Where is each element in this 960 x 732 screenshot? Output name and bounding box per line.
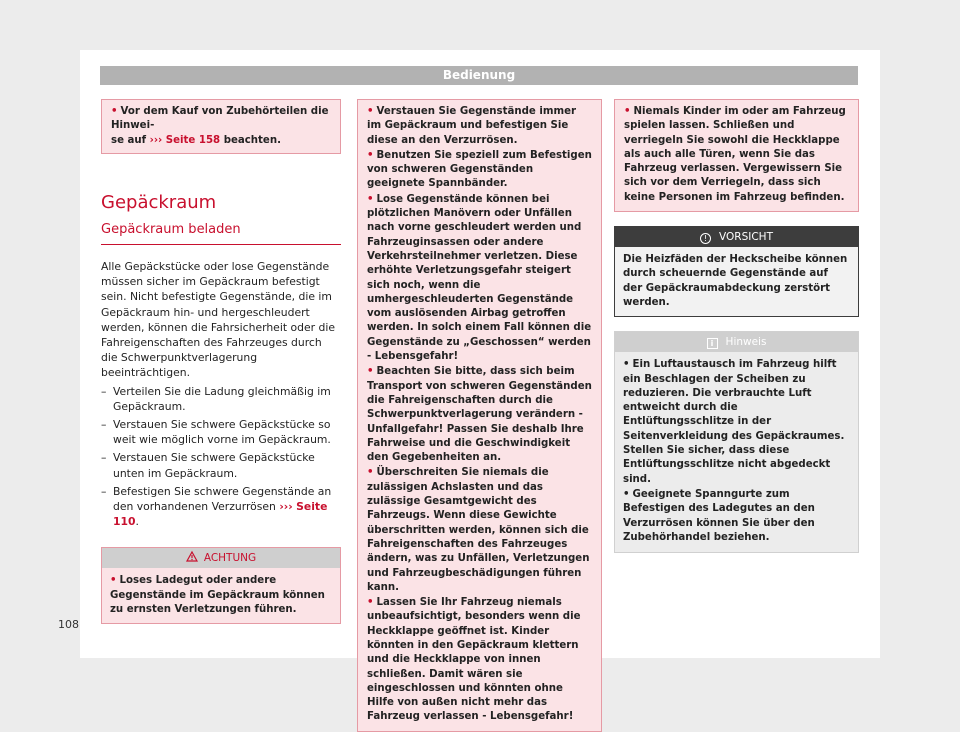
list-item: • Verstauen Sie Gegenstände immer im Gepäckraum und befestigen Sie diese an den Verzurrösen. — [367, 106, 577, 146]
vorsicht-box — [614, 226, 859, 317]
bullet-icon: • — [110, 575, 117, 587]
list-item: • Ein Luftaustausch im Fahrzeug hilft ein Beschlagen der Scheiben zu reduzieren. Die verbrauchte Luft entweicht durch die Entlüftungsschlitze in der Seitenverkleidung des Gepäckraumes. Stellen Sie sicher, dass diese Entlüftungsschlitze nicht abgedeckt sind. — [623, 359, 845, 485]
bullet-icon: • — [367, 106, 374, 117]
exclamation-circle-icon: ! — [700, 233, 711, 244]
page-link[interactable]: Seite 158 — [165, 134, 221, 146]
column-left — [101, 99, 341, 624]
hinweis-box — [614, 331, 859, 553]
bullet-icon: • — [367, 366, 374, 378]
column-right — [614, 99, 859, 553]
list-item: • Beachten Sie bitte, dass sich beim Transport von schweren Gegenständen die Fahreigenschaften durch die Schwerpunktverlagerung verändern - Unfallgefahr! Passen Sie deshalb Ihre Fahrweise und die Geschwindigkeit den Gegebenheiten an. — [367, 366, 592, 464]
warning-list-box — [357, 99, 602, 732]
link-arrow-icon[interactable]: ››› — [149, 134, 163, 146]
bullet-icon: • — [111, 106, 118, 117]
section-subtitle: Gepäckraum beladen — [101, 222, 341, 245]
bullet-icon: • — [367, 193, 374, 205]
hinweis-header: i Hinweis — [615, 332, 858, 352]
dash-icon: – — [101, 384, 107, 398]
achtung-header: ACHTUNG — [102, 548, 340, 568]
page-number: 108 — [58, 618, 79, 631]
achtung-box — [101, 547, 341, 624]
list-item: • Geeignete Spanngurte zum Befestigen des Ladegutes an den Verzurrösen können Sie über den Zubehörhandel beziehen. — [623, 488, 815, 543]
child-warning-box — [614, 99, 859, 212]
instruction-list — [101, 384, 341, 530]
list-item: – Befestigen Sie schwere Gegenstände an den vorhandenen Verzurrösen ››› Seite 110. — [101, 484, 332, 529]
hinweis-body — [615, 352, 858, 552]
bullet-icon: • — [367, 597, 374, 609]
list-item: • Überschreiten Sie niemals die zulässigen Achslasten und das zulässige Gesamtgewicht des Fahrzeugs. Wenn diese Gewichte überschritten werden, können sich die Fahreigenschaften des Fahrzeuges ändern, was zu Unfällen, Verletzungen und Fahrzeugbeschädigungen führen kann. — [367, 467, 590, 593]
warning-triangle-icon — [186, 551, 198, 562]
list-item: • Benutzen Sie speziell zum Befestigen von schweren Gegenständen geeignete Spannbänder. — [367, 149, 592, 190]
list-item: – Verstauen Sie schwere Gepäckstücke so weit wie möglich vorne im Gepäckraum. — [101, 417, 331, 447]
list-item: • Niemals Kinder im oder am Fahrzeug spielen lassen. Schließen und verriegeln Sie sowohl die Heckklappe als auch alle Türen, wenn Sie das Fahrzeug verlassen. Vergewissern Sie sich vor dem Verriegeln, dass sich keine Personen im Fahrzeug befinden. — [624, 106, 846, 203]
info-icon: i — [707, 338, 718, 349]
chapter-header: Bedienung — [100, 66, 858, 85]
link-arrow-icon[interactable]: ››› — [279, 499, 293, 513]
list-item: – Verstauen Sie schwere Gepäckstücke unten im Gepäckraum. — [101, 451, 315, 480]
accessory-note-box — [101, 99, 341, 154]
intro-text-after: beachten. — [223, 134, 281, 146]
list-item: • Lose Gegenstände können bei plötzlichen Manövern oder Unfällen nach vorne geschleudert werden und Fahrzeuginsassen oder andere Verkehrsteilnehmer verletzen. Diese erhöhte Verletzungsgefahr steigert sich noch, wenn die umhergeschleuderten Gegenstände vom auslösenden Airbag getroffen werden. In solch einem Fall können die Gegenstände zu „Geschossen“ werden - Lebensgefahr! — [367, 193, 592, 363]
section-title: Gepäckraum — [101, 191, 217, 213]
bullet-icon: • — [624, 106, 631, 117]
intro-text-line1: Vor dem Kauf von Zubehörteilen die Hinwei- — [111, 106, 329, 132]
page-link[interactable]: Seite 110 — [113, 499, 328, 529]
intro-text-line2: se auf — [111, 134, 147, 146]
column-middle — [357, 99, 602, 732]
dash-icon: – — [101, 451, 107, 465]
list-item: – Verteilen Sie die Ladung gleichmäßig im Gepäckraum. — [101, 384, 331, 413]
bullet-icon: • — [623, 488, 630, 500]
dash-icon: – — [101, 484, 107, 498]
dash-icon: – — [101, 417, 107, 431]
bullet-icon: • — [623, 359, 630, 371]
achtung-body: • Loses Ladegut oder andere Gegenstände im Gepäckraum können zu ernsten Verletzungen führen. — [102, 568, 340, 623]
bullet-icon: • — [367, 467, 374, 479]
body-paragraph: Alle Gepäckstücke oder lose Gegenstände müssen sicher im Gepäckraum befestigt sein. Nicht befestigte Gegenstände, die im Gepäckraum hin- und hergeschleudert werden, können die Fahrsicherheit oder die Fahreigenschaften des Fahrzeuges durch die Schwerpunktverlagerung beeinträchtigen. — [101, 259, 335, 380]
vorsicht-body: Die Heizfäden der Heckscheibe können durch scheuernde Gegenstände auf der Gepäckraumabdeckung zerstört werden. — [615, 247, 858, 316]
list-item: • Lassen Sie Ihr Fahrzeug niemals unbeaufsichtigt, besonders wenn die Heckklappe geöffnet ist. Kinder könnten in den Gepäckraum klettern und die Heckklappe von innen schließen. Damit wären sie eingeschlossen und könnten ohne Hilfe von außen nicht mehr das Fahrzeug verlassen - Lebensgefahr! — [367, 597, 581, 723]
bullet-icon: • — [367, 149, 374, 161]
vorsicht-header: ! VORSICHT — [615, 227, 858, 247]
